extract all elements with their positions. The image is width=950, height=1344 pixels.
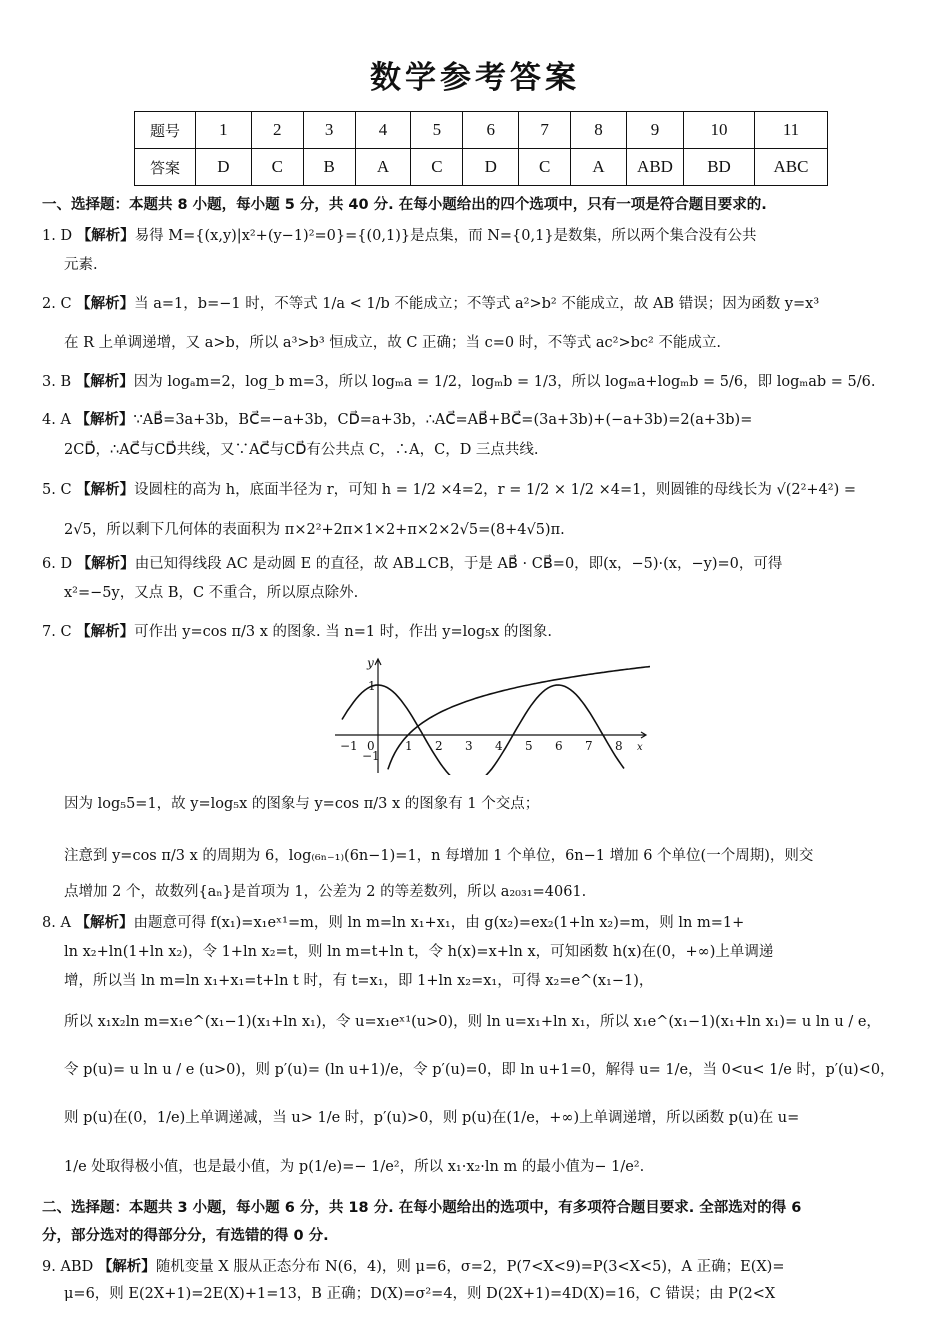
table-cell: D	[196, 149, 252, 186]
table-row	[135, 149, 828, 186]
table-cell: 5	[411, 112, 463, 149]
x-tick-label: 7	[585, 739, 593, 753]
y-axis-label: y	[367, 656, 374, 670]
x-tick-label: 3	[465, 739, 473, 753]
table-cell: ABD	[627, 149, 684, 186]
analysis-text: x²=−5y，又点 B，C 不重合，所以原点除外.	[64, 585, 359, 601]
table-cell: ABC	[755, 149, 828, 186]
analysis-text: 当 a=1，b=−1 时，不等式 1/a < 1/b 不能成立；不等式 a²>b² 不能成立，故 AB 错误；因为函数 y=x³	[134, 296, 820, 312]
analysis-text: 2CD⃗，∴AC⃗与CD⃗共线，又∵AC⃗与CD⃗有公共点 C，∴A，C，D 三点共线.	[64, 442, 539, 458]
x-tick-label: 4	[495, 739, 503, 753]
y-tick-label: 1	[368, 679, 376, 693]
table-cell: BD	[684, 149, 755, 186]
table-cell: 9	[627, 112, 684, 149]
x-tick-label: 5	[525, 739, 533, 753]
x-axis-label: x	[637, 742, 643, 753]
x-tick-label: 6	[555, 739, 563, 753]
y-tick-label: −1	[362, 749, 380, 763]
analysis-tag: 【解析】	[76, 296, 135, 312]
section-heading: 一、选择题：本题共 8 小题，每小题 5 分，共 40 分. 在每小题给出的四个选项中，只有一项是符合题目要求的.	[42, 197, 767, 213]
table-cell: C	[251, 149, 303, 186]
table-cell: A	[355, 149, 411, 186]
analysis-tag: 【解析】	[76, 556, 135, 572]
page-title: 数学参考答案	[370, 60, 580, 96]
analysis-text: 因为 log₅5=1，故 y=log₅x 的图象与 y=cos π/3 x 的图象有 1 个交点；	[64, 796, 540, 812]
answer-q2	[42, 294, 922, 314]
function-graph	[330, 655, 650, 775]
question-number: 7. C	[42, 624, 72, 640]
table-cell: 3	[303, 112, 355, 149]
table-cell: 8	[571, 112, 627, 149]
analysis-text: 可作出 y=cos π/3 x 的图象. 当 n=1 时，作出 y=log₅x 的图象.	[134, 624, 552, 640]
analysis-text: 则 p(u)在(0，1/e)上单调递减，当 u> 1/e 时，p′(u)>0，则 p(u)在(1/e，+∞)上单调递增，所以函数 p(u)在 u=	[64, 1110, 800, 1126]
question-number: 4. A	[42, 412, 71, 428]
answer-q6	[42, 554, 922, 574]
section-heading: 分，部分选对的得部分分，有选错的得 0 分.	[42, 1228, 329, 1244]
answer-q7	[42, 622, 922, 642]
analysis-text: μ=6，则 E(2X+1)=2E(X)+1=13，B 正确；D(X)=σ²=4，则 D(2X+1)=4D(X)=16，C 错误；由 P(2<X	[64, 1286, 776, 1302]
analysis-text: 由已知得线段 AC 是动圆 E 的直径，故 AB⊥CB，于是 AB⃗ · CB⃗=0，即(x，−5)·(x，−y)=0，可得	[134, 556, 783, 572]
analysis-tag: 【解析】	[76, 228, 135, 244]
question-number: 8. A	[42, 915, 71, 931]
x-tick-label: 1	[405, 739, 413, 753]
table-cell: D	[463, 149, 519, 186]
table-cell: 4	[355, 112, 411, 149]
analysis-tag: 【解析】	[97, 1259, 156, 1275]
table-cell: 2	[251, 112, 303, 149]
analysis-tag: 【解析】	[75, 374, 134, 390]
analysis-text: 2√5，所以剩下几何体的表面积为 π×2²+2π×1×2+π×2×2√5=(8+4√5)π.	[64, 522, 565, 538]
question-number: 1. D	[42, 228, 73, 244]
answer-q3	[42, 372, 922, 392]
table-cell: C	[411, 149, 463, 186]
question-number: 5. C	[42, 482, 72, 498]
table-cell: A	[571, 149, 627, 186]
analysis-text: 令 p(u)= u ln u / e (u>0)，则 p′(u)= (ln u+1)/e，令 p′(u)=0，即 ln u+1=0，解得 u= 1/e，当 0<u< 1/e 时，p′(u)<0，	[64, 1062, 895, 1078]
question-number: 9. ABD	[42, 1259, 94, 1275]
log-curve	[388, 666, 650, 770]
analysis-text: ln x₂+ln(1+ln x₂)，令 1+ln x₂=t，则 ln m=t+ln t，令 h(x)=x+ln x，可知函数 h(x)在(0，+∞)上单调递	[64, 944, 774, 960]
analysis-tag: 【解析】	[76, 482, 135, 498]
analysis-text: 由题意可得 f(x₁)=x₁eˣ¹=m，则 ln m=ln x₁+x₁，由 g(x₂)=ex₂(1+ln x₂)=m，则 ln m=1+	[133, 915, 745, 931]
table-cell: 10	[684, 112, 755, 149]
answer-q5	[42, 480, 922, 500]
table-cell: B	[303, 149, 355, 186]
answer-table	[134, 111, 828, 186]
analysis-text: ∵AB⃗=3a+3b，BC⃗=−a+3b，CD⃗=a+3b，∴AC⃗=AB⃗+BC⃗=(3a+3b)+(−a+3b)=2(a+3b)=	[133, 412, 753, 428]
analysis-text: 1/e 处取得极小值，也是最小值，为 p(1/e)=− 1/e²，所以 x₁·x₂·ln m 的最小值为− 1/e².	[64, 1159, 645, 1175]
analysis-text: 元素.	[64, 257, 98, 273]
question-number: 6. D	[42, 556, 73, 572]
analysis-text: 因为 logₐm=2，log_b m=3，所以 logₘa = 1/2，logₘb = 1/3，所以 logₘa+logₘb = 5/6，即 logₘab = 5/6.	[133, 374, 876, 390]
x-tick-label: 0	[367, 739, 375, 753]
table-header-cell: 题号	[135, 112, 196, 149]
analysis-text: 易得 M={(x,y)|x²+(y−1)²=0}={(0,1)}是点集，而 N={0,1}是数集，所以两个集合没有公共	[134, 228, 757, 244]
analysis-text: 设圆柱的高为 h，底面半径为 r，可知 h = 1/2 ×4=2，r = 1/2 × 1/2 ×4=1，则圆锥的母线长为 √(2²+4²) =	[134, 482, 856, 498]
table-cell: 11	[755, 112, 828, 149]
answer-q4	[42, 410, 922, 430]
x-tick-label: 2	[435, 739, 443, 753]
section-heading: 二、选择题：本题共 3 小题，每小题 6 分，共 18 分. 在每小题给出的选项中，有多项符合题目要求. 全部选对的得 6	[42, 1200, 802, 1216]
table-cell: 7	[519, 112, 571, 149]
table-cell: 1	[196, 112, 252, 149]
analysis-text: 点增加 2 个，故数列{aₙ}是首项为 1，公差为 2 的等差数列，所以 a₂₀₃₁=4061.	[64, 884, 587, 900]
analysis-text: 注意到 y=cos π/3 x 的周期为 6，log₍₆ₙ₋₁₎(6n−1)=1，n 每增加 1 个单位，6n−1 增加 6 个单位(一个周期)，则交	[64, 848, 814, 864]
analysis-tag: 【解析】	[75, 412, 134, 428]
x-tick-label: −1	[340, 739, 358, 753]
question-number: 2. C	[42, 296, 72, 312]
analysis-text: 所以 x₁x₂ln m=x₁e^(x₁−1)(x₁+ln x₁)，令 u=x₁eˣ¹(u>0)，则 ln u=x₁+ln x₁，所以 x₁e^(x₁−1)(x₁+ln x₁)= u ln u / e，	[64, 1014, 881, 1030]
answer-q1	[42, 226, 922, 246]
table-row	[135, 112, 828, 149]
analysis-tag: 【解析】	[76, 624, 135, 640]
analysis-text: 增，所以当 ln m=ln x₁+x₁=t+ln t 时，有 t=x₁，即 1+ln x₂=x₁，可得 x₂=e^(x₁−1)，	[64, 973, 654, 989]
analysis-tag: 【解析】	[75, 915, 134, 931]
question-number: 3. B	[42, 374, 72, 390]
analysis-text: 随机变量 X 服从正态分布 N(6，4)，则 μ=6，σ=2，P(7<X<9)=P(3<X<5)，A 正确；E(X)=	[155, 1259, 785, 1275]
answer-q9	[42, 1257, 922, 1277]
table-cell: C	[519, 149, 571, 186]
x-tick-label: 8	[615, 739, 623, 753]
answer-q8	[42, 913, 922, 933]
cosine-curve	[342, 685, 624, 775]
table-cell: 6	[463, 112, 519, 149]
table-header-cell: 答案	[135, 149, 196, 186]
analysis-text: 在 R 上单调递增，又 a>b，所以 a³>b³ 恒成立，故 C 正确；当 c=0 时，不等式 ac²>bc² 不能成立.	[64, 335, 722, 351]
